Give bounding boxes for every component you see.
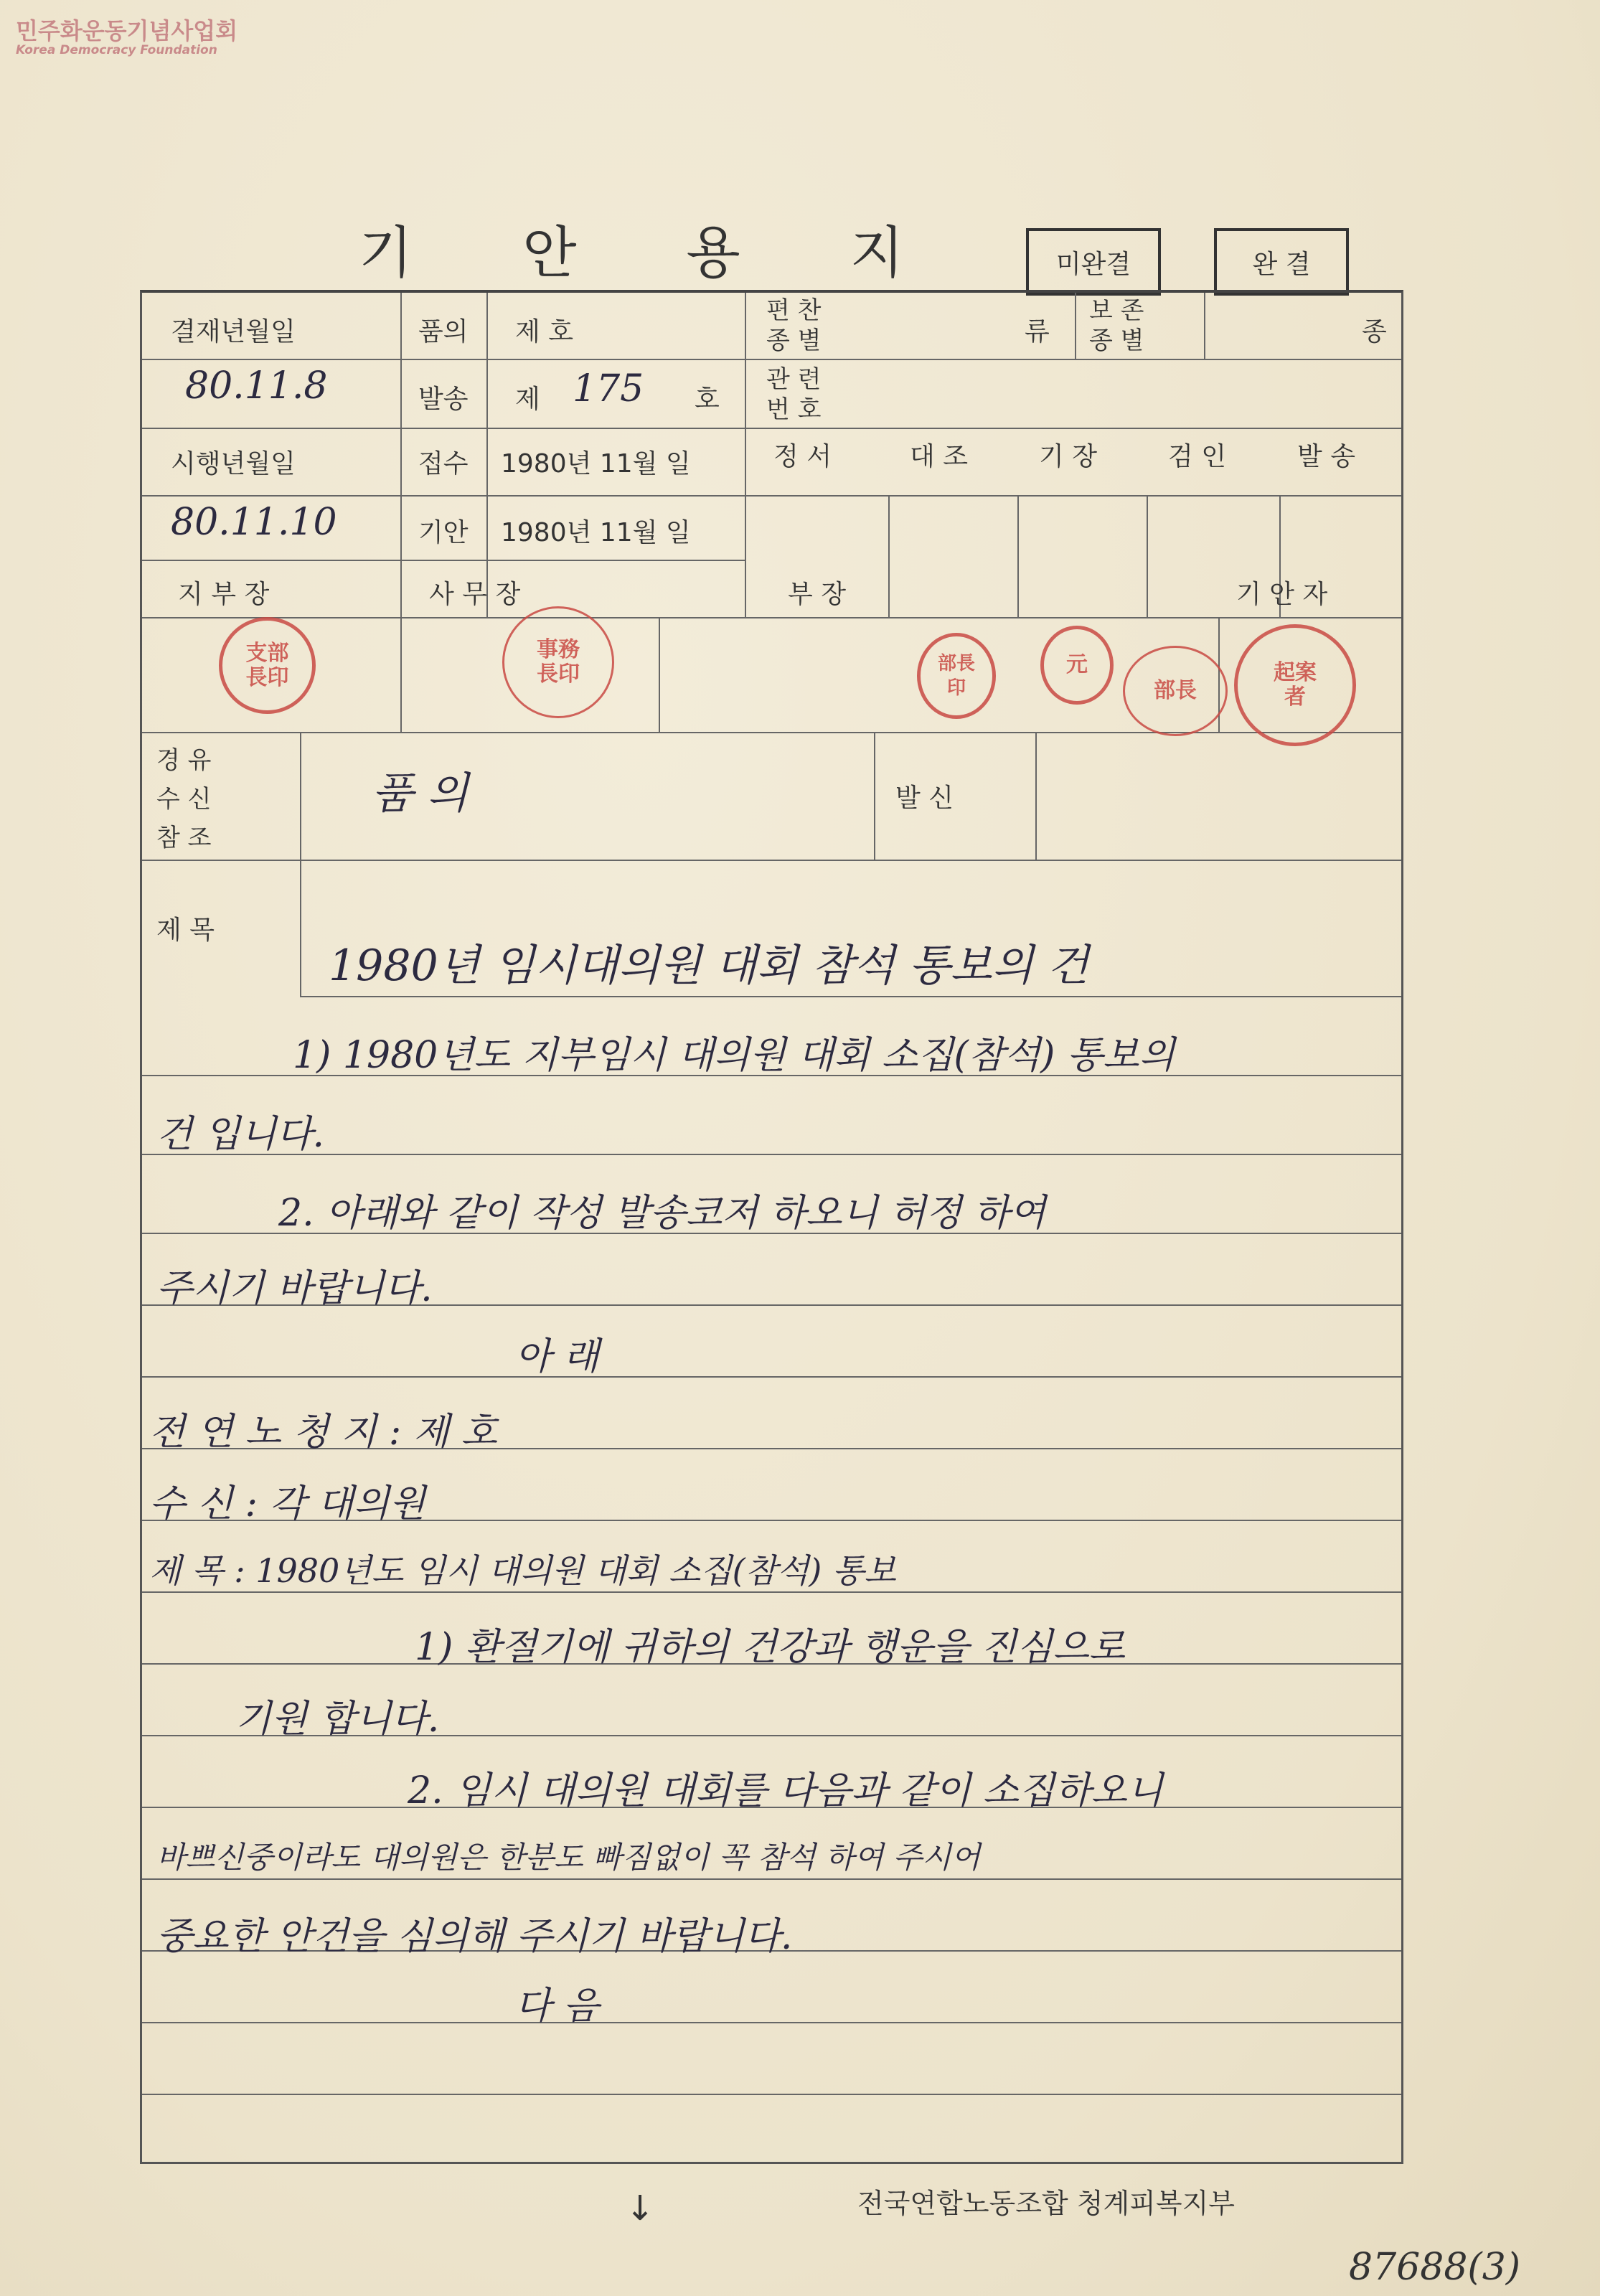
rule	[300, 996, 1401, 997]
approval-date-label: 결재년월일	[171, 317, 296, 347]
rule	[142, 2094, 1401, 2095]
rule	[142, 428, 1401, 429]
body-line: 기원 합니다.	[235, 1698, 440, 1741]
dept-seal	[1123, 646, 1228, 736]
draft-form	[140, 290, 1403, 2164]
compile-label-line: 편 찬	[766, 296, 822, 325]
related-label-line: 번 호	[766, 395, 822, 424]
rule	[142, 1376, 1401, 1378]
form-title	[359, 208, 904, 288]
approval-date-value: 80.11.8	[185, 364, 328, 408]
rule	[142, 1154, 1401, 1155]
proposal-label: 품의	[418, 317, 469, 347]
seal-text: 部長	[1154, 678, 1197, 703]
watermark-org-ko: 민주화운동기념사업회	[16, 17, 238, 44]
proposal-no: 제 호	[515, 317, 573, 347]
rule	[659, 617, 660, 732]
compile-label	[766, 296, 822, 356]
retention-label-line: 보 존	[1089, 296, 1144, 325]
kind-label: 종	[1362, 317, 1387, 347]
footer-organization: 전국연합노동조합 청계피복지부	[857, 2188, 1235, 2219]
rule	[142, 617, 1401, 618]
seal-text: 元	[1066, 652, 1088, 677]
draft-value: 1980년 11월 일	[501, 518, 691, 547]
rule	[142, 560, 745, 561]
secretary-label: 사 무 장	[429, 580, 521, 609]
body-line: 1) 1980년도 지부임시 대의원 대회 소집(참석) 통보의	[293, 1034, 1175, 1077]
routing-value: 품 의	[372, 768, 469, 819]
routing-labels	[156, 741, 212, 857]
seal-text: 支部長印	[245, 640, 289, 690]
rule	[300, 732, 301, 997]
rule	[400, 293, 402, 732]
title-char: 기	[359, 221, 413, 286]
rule	[1147, 495, 1148, 617]
dept-head-seal	[917, 633, 996, 719]
body-line: 건 입니다.	[156, 1113, 324, 1156]
archive-reference: 87688(3)	[1349, 2246, 1521, 2289]
retention-label-line: 종 별	[1089, 326, 1144, 355]
check-label: 대 조	[910, 442, 968, 471]
title-char: 지	[850, 221, 904, 286]
title-char: 안	[522, 221, 577, 286]
issue-no-suffix: 호	[695, 385, 720, 414]
related-label	[766, 364, 822, 425]
seal-text: 起案者	[1274, 660, 1317, 710]
body-line: 1) 환절기에 귀하의 건강과 행운을 진심으로	[415, 1626, 1125, 1669]
rule	[142, 732, 1401, 733]
drafter-seal	[1234, 624, 1356, 746]
receipt-value: 1980년 11월 일	[501, 449, 691, 479]
subject-value: 1980년 임시대의원 대회 참석 통보의 건	[329, 941, 1089, 991]
category-label: 류	[1025, 317, 1050, 347]
routing-label: 참 조	[156, 824, 212, 852]
record-label: 기 장	[1039, 442, 1097, 471]
rule	[745, 293, 746, 617]
subject-label: 제 목	[156, 916, 215, 945]
compile-label-line: 종 별	[766, 326, 822, 355]
draft-label: 기안	[418, 518, 469, 547]
rule	[142, 860, 1401, 861]
branch-head-seal	[219, 617, 316, 714]
body-line: 다 음	[515, 1985, 599, 2028]
issue-no-value: 175	[573, 367, 644, 410]
retention-label	[1089, 296, 1144, 356]
rule	[142, 2022, 1401, 2023]
routing-label: 수 신	[156, 785, 212, 814]
rule	[142, 359, 1401, 360]
rule	[1035, 732, 1037, 861]
send-label: 발 송	[1297, 442, 1355, 471]
rule	[874, 732, 875, 861]
body-line: 2. 임시 대의원 대회를 다음과 같이 소집하오니	[408, 1769, 1163, 1812]
status-complete-box: 완 결	[1214, 228, 1349, 296]
body-line: 아 래	[515, 1335, 599, 1378]
issue-no-prefix: 제	[515, 385, 540, 414]
rule	[142, 495, 1401, 497]
body-line: 2. 아래와 같이 작성 발송코저 하오니 허정 하여	[278, 1192, 1046, 1235]
body-line: 바쁘신중이라도 대의원은 한분도 빠짐없이 꼭 참석 하여 주시어	[156, 1840, 981, 1875]
sender-label: 발 신	[895, 784, 954, 813]
status-incomplete-box: 미완결	[1026, 228, 1161, 296]
dept-member-seal	[1040, 626, 1114, 705]
rule	[486, 293, 488, 617]
watermark-org-en: Korea Democracy Foundation	[16, 43, 217, 57]
rule	[142, 1878, 1401, 1880]
rule	[888, 495, 890, 617]
body-line: 전 연 노 청 지 : 제 호	[149, 1411, 497, 1454]
rule	[1017, 495, 1019, 617]
drafter-label: 기 안 자	[1236, 580, 1328, 609]
rule	[1075, 293, 1076, 359]
enforce-date-label: 시행년월일	[171, 449, 296, 479]
down-arrow-mark: ↓	[626, 2188, 655, 2229]
body-line: 중요한 안건을 심의해 주시기 바랍니다.	[156, 1915, 793, 1958]
receipt-label: 접수	[418, 449, 469, 479]
enforce-date-value: 80.11.10	[171, 501, 337, 544]
clean-copy-label: 정 서	[773, 442, 832, 471]
issue-label: 발송	[418, 385, 469, 414]
dept-head-label: 부 장	[788, 580, 846, 609]
secretary-seal	[502, 606, 614, 718]
rule	[1204, 293, 1205, 359]
seal-text: 事務長印	[537, 637, 580, 687]
seal-text: 部長印	[937, 653, 975, 699]
title-char: 용	[686, 221, 740, 286]
related-label-line: 관 련	[766, 365, 822, 394]
body-line: 주시기 바랍니다.	[156, 1267, 433, 1310]
body-line: 수 신 : 각 대의원	[149, 1482, 426, 1525]
branch-head-label: 지 부 장	[178, 580, 270, 609]
inspect-label: 검 인	[1168, 442, 1226, 471]
routing-label: 경 유	[156, 746, 212, 775]
body-line: 제 목 : 1980년도 임시 대의원 대회 소집(참석) 통보	[149, 1551, 896, 1590]
